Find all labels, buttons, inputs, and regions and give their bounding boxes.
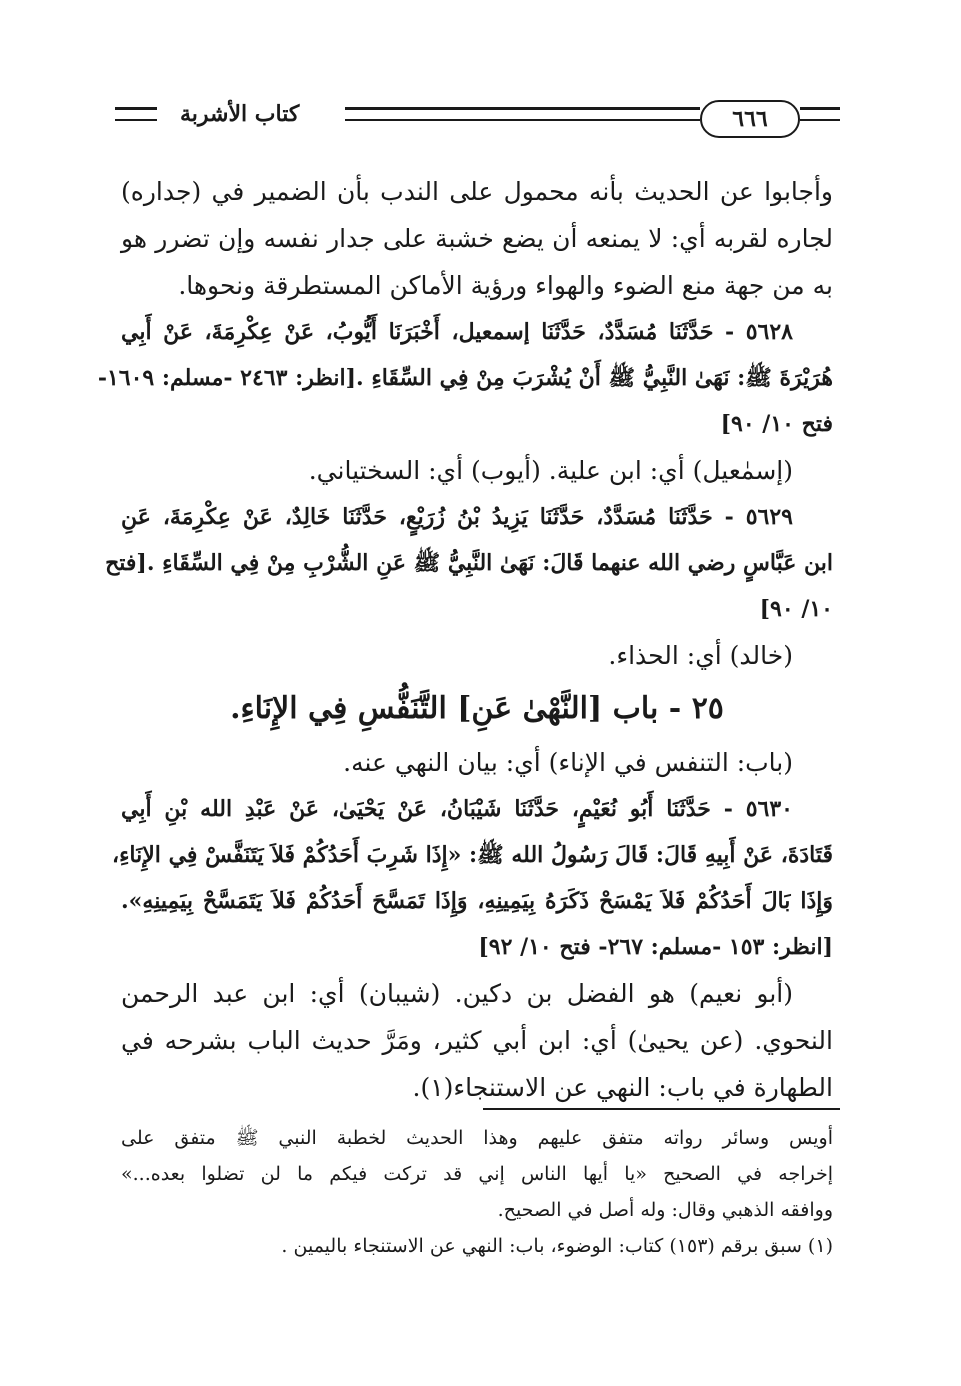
footnote-separator	[483, 1108, 840, 1110]
text-line: به من جهة منع الضوء والهواء ورؤية الأماكن المستطرقة ونحوها.	[178, 271, 833, 300]
hadith-line: ٥٦٢٩ - حَدَّثَنَا مُسَدَّدٌ، حَدَّثَنَا يَزِيدُ بْنُ زُرَيْعٍ، حَدَّثَنَا خَالِدٌ، عَنْ عِكْرِمَةَ، عَنِ	[121, 504, 793, 530]
hadith-line: ٥٦٣٠ - حَدَّثَنَا أَبُو نُعَيْمٍ، حَدَّثَنَا شَيْبَانُ، عَنْ يَحْيَىٰ، عَنْ عَبْدِ الله بْنِ أَبِي	[121, 796, 793, 822]
header-rule-left	[115, 107, 157, 110]
footnote-line: إخراجه في الصحيح «يا أيها الناس إني قد تركت فيكم ما لن تضلوا بعده...»	[121, 1163, 833, 1185]
text-line: وأجابوا عن الحديث بأنه محمول على الندب بأن الضمير في (جداره)	[121, 177, 833, 206]
hadith-line: [انظر: ١٥٣ -مسلم: ٢٦٧- فتح ١٠/ ٩٢]	[478, 934, 833, 960]
hadith-line: فتح ١٠/ ٩٠]	[720, 411, 833, 437]
commentary-5628: (إسمٰعيل) أي: ابن علية. (أيوب) أي: السختياني.	[308, 456, 793, 485]
chapter-heading: ٢٥ - باب [النَّهْىٰ عَنِ] التَّنَفُّسِ فِي الإِنَاءِ.	[230, 691, 724, 726]
page-number: ٦٦٦	[732, 106, 768, 132]
text-line: (أبو نعيم) هو الفضل بن دكين. (شيبان) أي: ابن عبد الرحمن	[121, 979, 793, 1008]
footnotes	[121, 1120, 833, 1264]
hadith-line: ابن عَبَّاسٍ رضي الله عنهما قَالَ: نَهَىٰ النَّبِيُّ ﷺ عَنِ الشُّرْبِ مِنْ فِي السِّقَاءِ .[فتح	[105, 550, 833, 576]
hadith-line: ٥٦٢٨ - حَدَّثَنَا مُسَدَّدٌ، حَدَّثَنَا إسمعيل، أَخْبَرَنَا أَيُّوبُ، عَنْ عِكْرِمَةَ، عَنْ أَبِي	[121, 319, 793, 345]
header-rule-middle	[345, 107, 700, 110]
footnote-line: ووافقه الذهبي وقال: وله أصل في الصحيح.	[497, 1199, 833, 1221]
hadith-5629	[105, 494, 833, 632]
commentary-paragraph	[121, 168, 833, 309]
header-rule-left-thin	[115, 119, 157, 121]
hadith-line: هُرَيْرَةَ ﷺ: نَهَىٰ النَّبِيُّ ﷺ أَنْ يُشْرَبَ مِنْ فِي السِّقَاءِ .[انظر: ٢٤٦٣ -مسلم: ١٦٠٩-	[97, 365, 833, 391]
main-text	[97, 168, 833, 1111]
footnote-line: (١) سبق برقم (١٥٣) كتاب: الوضوء، باب: النهي عن الاستنجاء باليمين .	[281, 1235, 833, 1257]
text-line: الطهارة في باب: النهي عن الاستنجاء(١).	[412, 1073, 833, 1102]
hadith-5628	[97, 309, 833, 447]
text-line: لجاره لقربه أي: لا يمنعه أن يضع خشبة على جدار نفسه وإن تضرر هو	[121, 224, 833, 253]
hadith-line: وَإِذَا بَالَ أَحَدُكُمْ فَلاَ يَمْسَحْ ذَكَرَهُ بِيَمِينِهِ، وَإِذَا تَمَسَّحَ أَحَدُكُمْ فَلاَ يَتَمَسَّحْ بِيَمِينِهِ».	[121, 888, 833, 914]
commentary-5630	[121, 970, 833, 1111]
header-rule-right-thin	[800, 119, 840, 121]
footnote-line: أويس وسائر رواته متفق عليهم وهذا الحديث لخطبة النبي ﷺ متفق على	[121, 1127, 833, 1149]
book-title: كتاب الأشربة	[180, 101, 300, 127]
hadith-line: ١٠/ ٩٠]	[759, 596, 833, 622]
hadith-line: قَتَادَةَ، عَنْ أَبِيهِ قَالَ: قَالَ رَسُولُ الله ﷺ: «إِذَا شَرِبَ أَحَدُكُمْ فَلاَ يَتَنَفَّسْ فِي الإِنَاءِ،	[111, 842, 833, 868]
chapter-note: (باب: التنفس في الإناء) أي: بيان النهي عنه.	[343, 748, 793, 777]
page-number-badge	[700, 100, 800, 138]
header-rule-right	[800, 107, 840, 110]
commentary-5629: (خالد) أي: الحذاء.	[608, 641, 793, 670]
hadith-5630	[111, 786, 833, 970]
text-line: النحوي. (عن يحيىٰ) أي: ابن أبي كثير، ومَرَّ حديث الباب بشرحه في	[121, 1026, 833, 1055]
running-header	[115, 95, 840, 149]
header-rule-middle-thin	[345, 119, 700, 121]
